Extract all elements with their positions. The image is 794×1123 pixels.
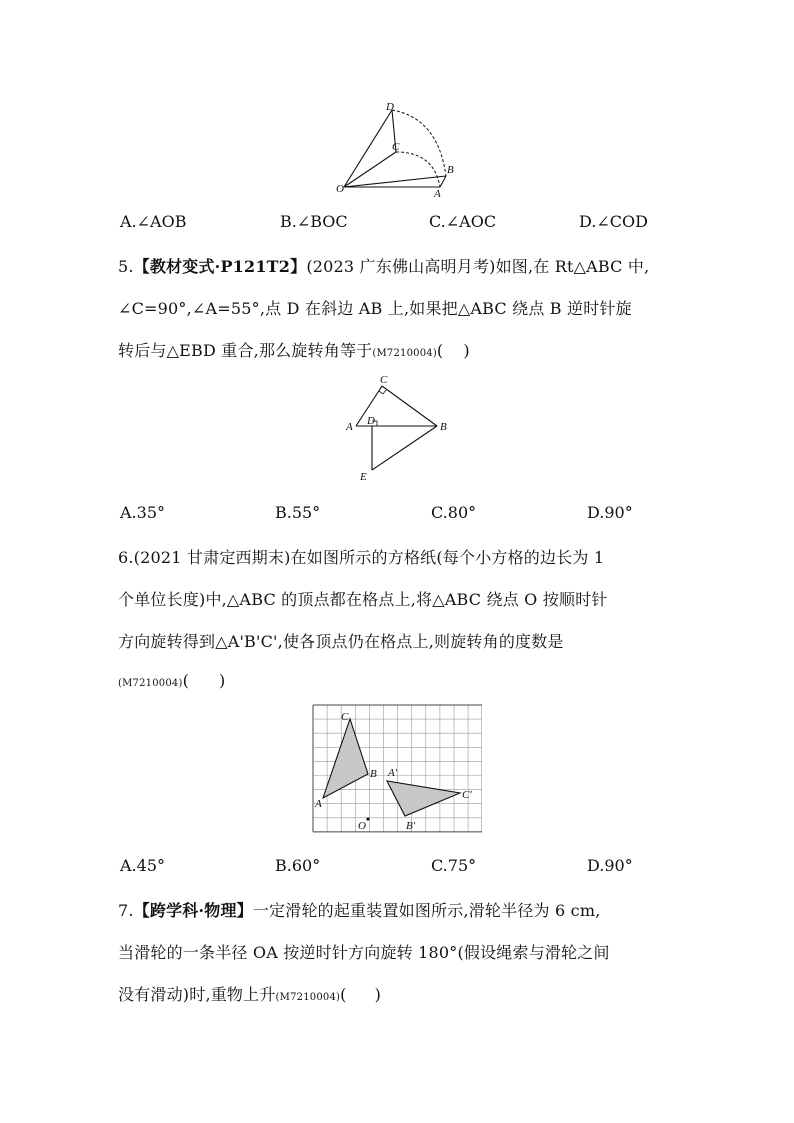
q6-label-o: O <box>358 820 366 832</box>
q6-label-b: B <box>370 768 377 780</box>
q4-option-a[interactable]: A.∠AOB <box>120 212 187 231</box>
q5-line-3 <box>118 338 470 361</box>
q5-label-a: A <box>346 421 353 433</box>
q5-paren-open: ( <box>436 341 444 360</box>
q4-arc-outer <box>392 110 446 176</box>
q5-label-e: E <box>360 471 367 483</box>
q4-options <box>120 212 680 234</box>
q5-segment-eb <box>372 426 437 470</box>
q5-paren-close: ) <box>463 341 470 360</box>
q6-option-a[interactable]: A.45° <box>120 856 165 875</box>
q5-option-c[interactable]: C.80° <box>431 503 477 522</box>
q5-option-b[interactable]: B.55° <box>275 503 321 522</box>
q7-text-3: 没有滑动)时,重物上升 <box>118 985 276 1004</box>
q5-option-a[interactable]: A.35° <box>120 503 165 522</box>
q4-option-d[interactable]: D.∠COD <box>579 212 648 231</box>
q6-options <box>120 856 680 878</box>
q5-tag: 【教材变式·P121T2】 <box>133 257 307 276</box>
q6-option-c[interactable]: C.75° <box>431 856 477 875</box>
q4-option-c[interactable]: C.∠AOC <box>429 212 497 231</box>
q7-paren-open: ( <box>340 985 347 1004</box>
q7-number: 7. <box>118 901 134 920</box>
q7-line-2: 当滑轮的一条半径 OA 按逆时针方向旋转 180°(假设绳索与滑轮之间 <box>118 943 610 962</box>
q7-text-1: 一定滑轮的起重装置如图所示,滑轮半径为 6 cm, <box>252 901 601 920</box>
q5-text-1: (2023 广东佛山高明月考)如图,在 Rt△ABC 中, <box>306 257 650 276</box>
q4-label-d: D <box>386 101 394 113</box>
q5-number: 5. <box>118 257 134 276</box>
q4-label-c: C <box>392 141 400 153</box>
q6-line-1: 6.(2021 甘肃定西期末)在如图所示的方格纸(每个小方格的边长为 1 <box>118 548 605 567</box>
q6-grid-figure <box>312 704 482 839</box>
q4-arc-inner <box>396 152 440 187</box>
q4-figure <box>330 98 460 198</box>
q4-segment-ob <box>344 176 446 187</box>
q4-label-b: B <box>447 164 454 176</box>
q5-line-2: ∠C=90°,∠A=55°,点 D 在斜边 AB 上,如果把△ABC 绕点 B 逆时针旋 <box>118 299 632 318</box>
q6-paren-open: ( <box>182 671 190 690</box>
q6-line-2: 个单位长度)中,△ABC 的顶点都在格点上,将△ABC 绕点 O 按顺时针 <box>118 590 608 609</box>
q6-triangle-a2b2c2 <box>387 781 460 816</box>
q5-option-d[interactable]: D.90° <box>587 503 633 522</box>
q5-code: (M7210004) <box>372 348 437 359</box>
q6-line-4 <box>118 671 225 690</box>
q6-triangle-abc <box>323 719 368 798</box>
q6-line-3: 方向旋转得到△A'B'C',使各顶点仍在格点上,则旋转角的度数是 <box>118 632 564 651</box>
q4-label-a: A <box>434 188 441 198</box>
q5-segment-cb <box>382 386 437 426</box>
q7-tag: 【跨学科·物理】 <box>133 901 253 920</box>
q7-line-1 <box>118 898 601 921</box>
q6-paren-close: ) <box>219 671 226 690</box>
q5-text-3: 转后与△EBD 重合,那么旋转角等于 <box>118 341 373 360</box>
q6-label-c: C <box>341 711 349 723</box>
q6-code: (M7210004) <box>118 678 183 689</box>
q6-option-b[interactable]: B.60° <box>275 856 321 875</box>
q5-figure <box>340 372 460 487</box>
q7-line-3 <box>118 982 381 1005</box>
q6-point-o <box>366 817 369 820</box>
q5-options <box>120 503 680 525</box>
q4-segment-od <box>344 110 392 187</box>
q4-segment-ab <box>440 176 446 187</box>
q5-right-angle-c <box>379 390 386 394</box>
q5-label-c: C <box>380 374 388 386</box>
q5-line-1 <box>118 254 649 277</box>
q5-label-b: B <box>440 421 447 433</box>
q5-label-d: D <box>367 415 375 427</box>
q6-option-d[interactable]: D.90° <box>587 856 633 875</box>
q6-label-c-prime: C′ <box>462 789 472 801</box>
q7-paren-close: ) <box>374 985 382 1004</box>
q4-option-b[interactable]: B.∠BOC <box>280 212 348 231</box>
q7-code: (M7210004) <box>275 992 341 1003</box>
q4-label-o: O <box>336 183 344 195</box>
q6-label-a: A <box>315 798 322 810</box>
q6-label-a-prime: A′ <box>388 767 398 779</box>
q6-label-b-prime: B′ <box>406 820 416 832</box>
